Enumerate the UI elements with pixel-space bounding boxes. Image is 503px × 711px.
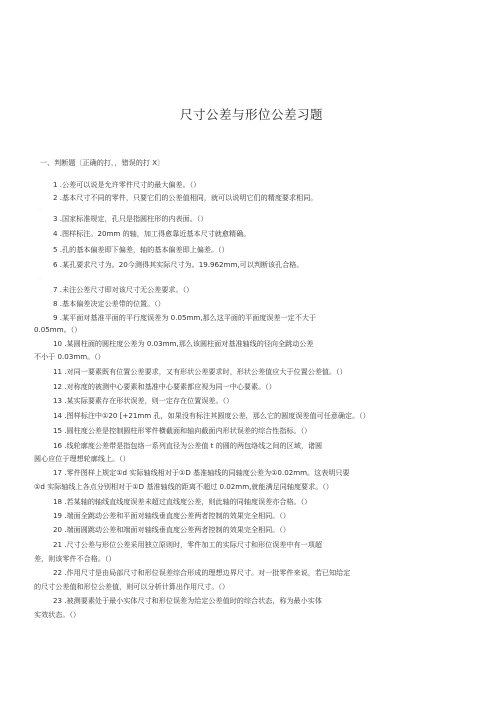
question-line: 2 .基本尺寸不同的零件，只要它们的公差值相同，就可以说明它们的精度要求相同。 bbox=[53, 193, 318, 202]
question-line-continued: ①d 实际轴线上各点分别相对于①D 基准轴线的距离不超过 0.02mm,就能满足同轴度要求。（） bbox=[34, 482, 333, 491]
question-line-continued: 差，则该零件不合格。（） bbox=[34, 554, 116, 563]
section-heading: 一、判断题〔正确的打，，错误的打 X〕 bbox=[40, 158, 165, 167]
question-line: 3 .国家标准规定，孔只是指圆柱形的内表面。（） bbox=[53, 214, 208, 223]
question-line-continued: 不小于 0.03mm。（） bbox=[34, 352, 105, 361]
question-line: 17 .零件图样上规定①d 实际轴线相对于①D 基准轴线的同轴度公差为①0.02mm。这表明只要 bbox=[53, 468, 350, 477]
question-line: 18 .若某轴的轴线直线度误差未超过直线度公差，则此轴的同轴度误差亦合格。（） bbox=[53, 497, 312, 506]
question-line: 5 .孔的基本偏差即下偏差，轴的基本偏差即上偏差。（） bbox=[53, 245, 229, 254]
question-line: 6 .某孔要求尺寸为。20今测得其实际尺寸为。19.962mm,可以判断该孔合格。 bbox=[53, 260, 304, 269]
question-line: 21 .尺寸公差与形位公差采用独立原则时，零件加工的实际尺寸和形位误差中有一项超 bbox=[53, 540, 322, 549]
question-line: 10 .某圆柱面的圆柱度公差为 0.03mm,那么该圆柱面对基准轴线的径向全跳动公差 bbox=[53, 339, 314, 348]
question-line-continued: 0.05mm。（） bbox=[34, 325, 82, 334]
question-line: 12 .对称度的被测中心要素和基准中心要素都应视为同一中心要素。（） bbox=[53, 382, 276, 391]
scan-mark: ·· bbox=[38, 276, 42, 282]
question-line: 4 .图样标注。20mm 的轴，加工得愈靠近基本尺寸就愈精确。 bbox=[53, 229, 251, 238]
question-line: 23 .被测要素处于最小实体尺寸和形位误差为给定公差值时的综合状态，称为最小实体 bbox=[53, 596, 322, 605]
question-line: 9 .某平面对基准平面的平行度误差为 0.05mm,那么这平面的平面度误差一定不大于 bbox=[53, 313, 317, 322]
question-line: 8 .基本偏差决定公差带的位置。（） bbox=[53, 299, 165, 308]
question-line: 16 .线轮廓度公差带是指包络一系列直径为公差值 t 的圆的两包络线之间的区域，诸圆 bbox=[53, 441, 323, 450]
scan-mark: ·· bbox=[38, 207, 42, 213]
question-line: 11 .对同一要素既有位置公差要求，又有形状公差要求时，形状公差值应大于位置公差值。（） bbox=[53, 367, 347, 376]
page-title: 尺寸公差与形位公差习题 bbox=[179, 107, 323, 122]
question-line-continued: 的尺寸公差值和形位公差值，则可以分析计算出作用尺寸。（） bbox=[34, 582, 230, 591]
question-line: 7 .未注公差尺寸即对该尺寸无公差要求。（） bbox=[53, 285, 194, 294]
question-line-continued: 圆心应位于理想轮廓线上。（） bbox=[34, 454, 130, 463]
question-line: 13 .某实际要素存在形状误差，则一定存在位置误差。（） bbox=[53, 396, 234, 405]
question-line: 22 .作用尺寸是由局部尺寸和形位误差综合形成的理想边界尺寸。对一批零件来说，若已知给定 bbox=[53, 568, 351, 577]
question-line-continued: 实效状态。（） bbox=[34, 610, 81, 619]
question-line: 19 .端面全跳动公差和平面对轴线垂直度公差两者控制的效果完全相同。（） bbox=[53, 511, 290, 520]
question-line: 14 .图样标注中①20 [+21mm 孔，如果没有标注其圆度公差，那么它的圆度误差值可任意确定。（） bbox=[53, 411, 370, 420]
question-line: 1 .公差可以说是允许零件尺寸的最大偏差。（） bbox=[53, 180, 201, 189]
question-line: 20 .端面圆跳动公差和端面对轴线垂直度公差两者控制的效果完全相同。（） bbox=[53, 525, 290, 534]
question-line: 15 .圆柱度公差是控制圆柱形零件横截面和轴向截面内形状误差的综合性指标。（） bbox=[53, 426, 312, 435]
